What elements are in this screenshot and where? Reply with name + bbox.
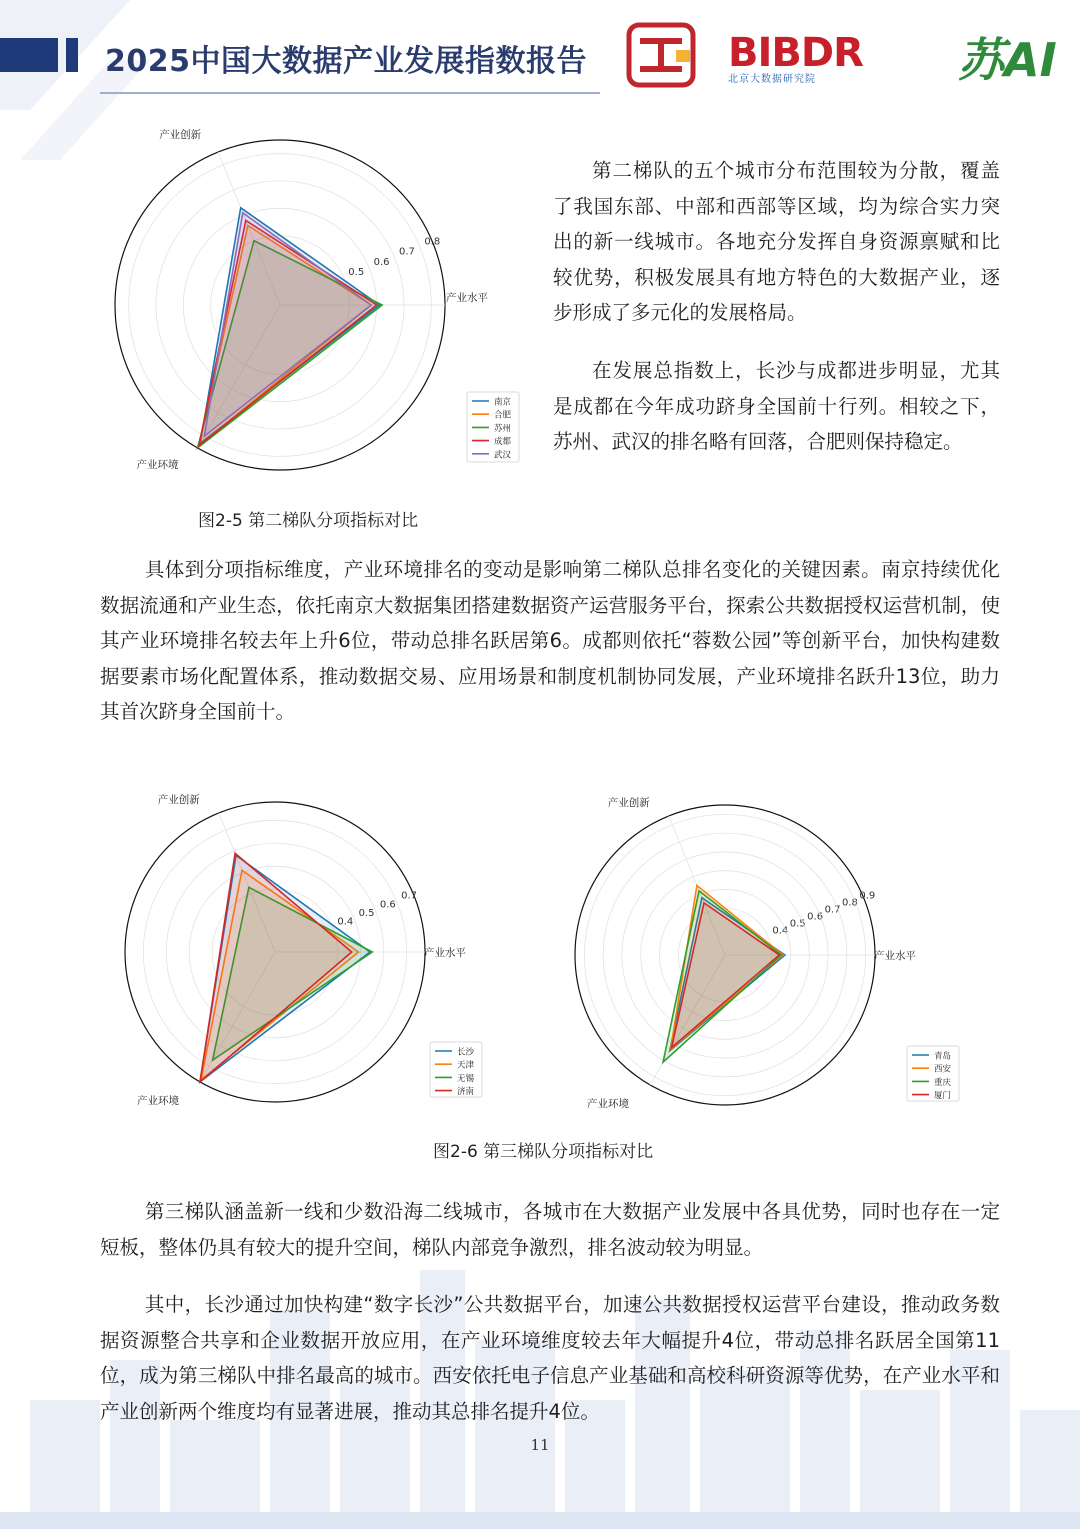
radar-legend-label: 无锡 xyxy=(457,1073,475,1084)
radar-tick-label: 0.6 xyxy=(807,911,824,923)
radar-axis-label: 产业水平 xyxy=(446,292,488,304)
radar-tick-label: 0.5 xyxy=(358,907,375,919)
radar-tick-label: 0.6 xyxy=(379,899,396,911)
radar-legend-label: 青岛 xyxy=(934,1051,952,1062)
radar-tick-label: 0.5 xyxy=(348,267,365,279)
radar-axis-label: 产业环境 xyxy=(136,458,179,471)
radar-chart-tier3-a xyxy=(90,790,510,1120)
figure-caption-2-5: 图2-5 第二梯队分项指标对比 xyxy=(198,511,419,531)
radar-axis-label: 产业水平 xyxy=(424,947,466,959)
radar-tick-label: 0.8 xyxy=(424,236,441,248)
figure-caption-2-6: 图2-6 第三梯队分项指标对比 xyxy=(433,1142,654,1162)
page-number: 11 xyxy=(530,1436,550,1454)
radar-tick-label: 0.8 xyxy=(841,897,858,909)
radar-legend-label: 苏州 xyxy=(494,423,512,434)
radar-series-polygon xyxy=(200,853,352,1082)
radar-legend-label: 合肥 xyxy=(494,410,512,421)
radar-axis-label: 产业环境 xyxy=(587,1097,629,1110)
radar-chart-tier3-b xyxy=(560,790,980,1120)
su-ai-logo-text: 苏AI xyxy=(958,33,1057,87)
bibdr-logo-subtitle: 北京大数据研究院 xyxy=(728,74,816,85)
radar-tick-label: 0.7 xyxy=(401,890,417,902)
radar-legend-label: 厦门 xyxy=(934,1091,952,1102)
radar-axis-label: 产业水平 xyxy=(874,950,916,962)
radar-legend-label: 济南 xyxy=(457,1087,475,1098)
radar-legend-label: 武汉 xyxy=(494,450,512,461)
radar-chart-tier2 xyxy=(90,130,530,500)
radar-axis-label: 产业创新 xyxy=(159,129,202,142)
radar-series-polygon xyxy=(672,903,780,1048)
header-underline xyxy=(100,92,600,94)
header-accent-bar-small xyxy=(66,38,78,72)
paragraph-tier3-overview: 第三梯队涵盖新一线和少数沿海二线城市，各城市在大数据产业发展中各具优势，同时也存在一定短板，整体仍具有较大的提升空间，梯队内部竞争激烈，排名波动较为明显。 xyxy=(100,1200,1000,1259)
report-logo-icon xyxy=(626,22,696,88)
report-title: 2025中国大数据产业发展指数报告 xyxy=(105,44,587,79)
radar-axis-label: 产业创新 xyxy=(157,793,200,806)
radar-tick-label: 0.4 xyxy=(337,916,354,928)
bibdr-logo-text: BIBDR xyxy=(728,30,863,76)
paragraph-tier2-distribution: 第二梯队的五个城市分布范围较为分散，覆盖了我国东部、中部和西部等区域，均为综合实力突出的新一线城市。各地充分发挥自身资源禀赋和比较优势，积极发展具有地方特色的大数据产业，逐步形成了多元化的发展格局。 xyxy=(553,159,1000,324)
paragraph-tier2-dimensions: 具体到分项指标维度，产业环境排名的变动是影响第二梯队总排名变化的关键因素。南京持续优化数据流通和产业生态，依托南京大数据集团搭建数据资产运营服务平台，探索公共数据授权运营机制，使其产业环境排名较去年上升6位，带动总排名跃居第6。成都则依托“蓉数公园”等创新平台，加快构建数据要素市场化配置体系，推动数据交易、应用场景和制度机制协同发展，产业环境排名跃升13位，助力其首次跻身全国前十。 xyxy=(100,558,1000,723)
radar-tick-label: 0.5 xyxy=(789,918,806,930)
radar-tick-label: 0.9 xyxy=(859,890,876,902)
header-accent-bar xyxy=(0,38,58,72)
radar-axis-label: 产业环境 xyxy=(137,1094,179,1107)
su-ai-logo xyxy=(950,18,1060,90)
radar-axis-label: 产业创新 xyxy=(607,796,650,809)
radar-tick-label: 0.6 xyxy=(373,256,390,268)
radar-legend-label: 天津 xyxy=(457,1060,475,1071)
radar-tick-label: 0.7 xyxy=(824,904,841,916)
radar-legend-label: 重庆 xyxy=(934,1077,952,1088)
radar-legend-label: 长沙 xyxy=(457,1047,475,1058)
paragraph-tier3-cities: 其中，长沙通过加快构建“数字长沙”公共数据平台，加速公共数据授权运营平台建设，推动政务数据资源整合共享和企业数据开放应用，在产业环境维度较去年大幅提升4位，带动总排名跃居全国第11位，成为第三梯队中排名最高的城市。西安依托电子信息产业基础和高校科研资源等优势，在产业水平和产业创新两个维度均有显著进展，推动其总排名提升4位。 xyxy=(100,1293,1000,1423)
radar-legend-label: 南京 xyxy=(494,397,512,408)
bibdr-logo xyxy=(728,30,928,86)
radar-tick-label: 0.4 xyxy=(772,925,789,937)
radar-legend-label: 西安 xyxy=(934,1064,952,1075)
radar-tick-label: 0.7 xyxy=(398,246,415,258)
radar-legend-label: 成都 xyxy=(494,437,512,448)
radar-series-polygon xyxy=(204,213,371,436)
paragraph-tier2-index: 在发展总指数上，长沙与成都进步明显，尤其是成都在今年成功跻身全国前十行列。相较之下，苏州、武汉的排名略有回落，合肥则保持稳定。 xyxy=(553,359,1000,453)
